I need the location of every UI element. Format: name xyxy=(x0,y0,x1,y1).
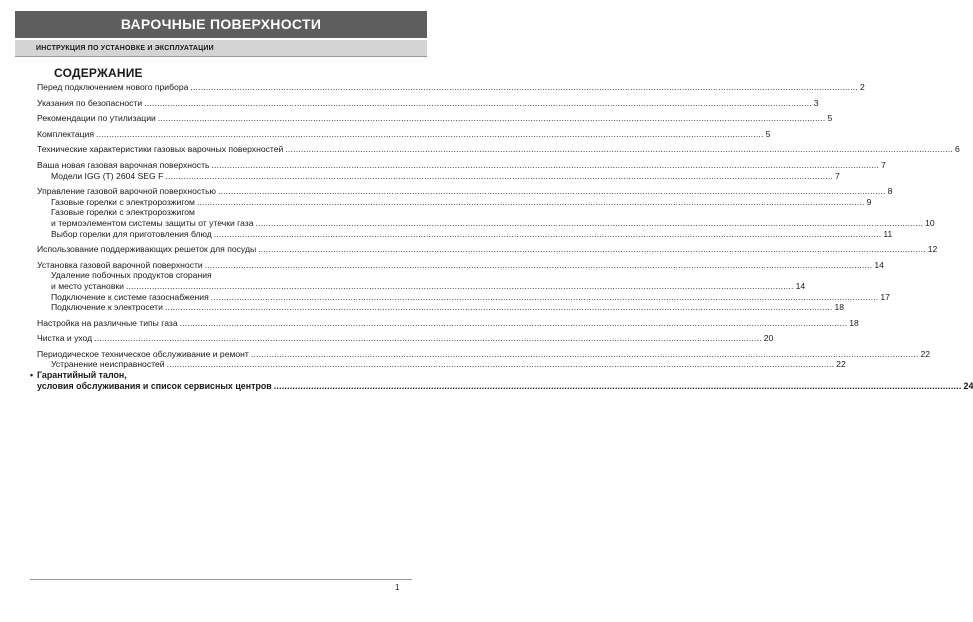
toc-entry-page: 10 xyxy=(925,217,935,228)
toc-leader-dots: .................................................................................................................................................................................................................................................................. xyxy=(125,280,794,291)
toc-subentry[interactable] xyxy=(37,217,935,229)
toc-entry[interactable] xyxy=(37,348,931,360)
toc-entry-page: 5 xyxy=(827,113,833,124)
toc-entry-text: условия обслуживания и список сервисных центров xyxy=(37,380,272,391)
toc-entry-page: 22 xyxy=(920,348,931,359)
toc-entry-page: 11 xyxy=(883,228,893,239)
toc-entry-page: 9 xyxy=(866,196,872,207)
toc-leader-dots: .................................................................................................................................................................................................................................................................. xyxy=(157,113,826,124)
toc-entry-page: 22 xyxy=(836,359,846,370)
toc-entry-page: 18 xyxy=(834,302,845,313)
toc-entry-page: 6 xyxy=(954,144,960,155)
toc-entry-warranty[interactable] xyxy=(30,370,398,381)
toc-entry-text: Подключение к электросети xyxy=(51,302,163,313)
toc-entry-text: Удаление побочных продуктов сгорания xyxy=(51,270,212,281)
toc-entry[interactable] xyxy=(37,333,774,344)
toc-leader-dots: .................................................................................................................................................................................................................................................................. xyxy=(255,217,924,228)
toc-entry[interactable] xyxy=(37,144,960,155)
toc-entry-page: 14 xyxy=(795,280,806,291)
toc-leader-dots: .................................................................................................................................................................................................................................................................. xyxy=(213,228,882,239)
toc-entry-text: Перед подключением нового прибора xyxy=(37,82,189,92)
toc-entry[interactable] xyxy=(37,113,833,124)
toc-leader-dots: .................................................................................................................................................................................................................................................................. xyxy=(218,186,886,197)
toc-entry-text: Комплектация xyxy=(37,128,94,139)
toc-leader-dots: .................................................................................................................................................................................................................................................................. xyxy=(190,82,858,92)
toc-subentry[interactable] xyxy=(37,291,890,303)
toc-entry-text: Технические характеристики газовых варочных поверхностей xyxy=(37,144,284,155)
toc-leader-dots: .................................................................................................................................................................................................................................................................. xyxy=(164,302,833,313)
toc-title: СОДЕРЖАНИЕ xyxy=(54,66,143,80)
toc-leader-dots: .................................................................................................................................................................................................................................................................. xyxy=(94,333,762,344)
toc-entry-text: Газовые горелки с электророзжигом xyxy=(51,196,195,207)
toc-entry-page: 2 xyxy=(859,82,865,92)
toc-entry-text: Подключение к системе газоснабжения xyxy=(51,291,209,302)
toc-entry[interactable] xyxy=(37,128,771,140)
toc-entry-text: Настройка на различные типы газа xyxy=(37,317,178,328)
toc-entry-text: Чистка и уход xyxy=(37,333,93,344)
toc-entry-text: Управление газовой варочной поверхностью xyxy=(37,186,216,197)
toc-leader-dots: .................................................................................................................................................................................................................................................................. xyxy=(166,359,835,370)
toc-entry-page: 8 xyxy=(887,186,893,197)
toc-entry-page: 7 xyxy=(834,170,840,181)
toc-subentry[interactable] xyxy=(37,196,872,208)
toc-entry-warranty-cont[interactable] xyxy=(37,380,973,392)
toc-entry-page: 7 xyxy=(881,159,886,170)
toc-entry-text: Модели IGG (T) 2604 SEG F xyxy=(51,170,164,181)
toc-entry-page: 5 xyxy=(765,128,771,139)
footer-divider xyxy=(30,579,412,580)
page-number: 1 xyxy=(395,583,400,592)
toc-entry-text: и место установки xyxy=(51,280,124,291)
toc-entry[interactable] xyxy=(37,244,938,255)
toc-entry-page: 3 xyxy=(813,97,819,108)
toc-entry-page: 14 xyxy=(874,259,884,270)
toc-leader-dots: .................................................................................................................................................................................................................................................................. xyxy=(196,196,865,207)
toc-leader-dots: .................................................................................................................................................................................................................................................................. xyxy=(258,244,926,255)
toc-leader-dots: .................................................................................................................................................................................................................................................................. xyxy=(204,259,873,270)
toc-entry[interactable] xyxy=(37,82,865,93)
toc-subentry[interactable] xyxy=(37,270,398,281)
toc-entry-text: Использование поддерживающих решеток для посуды xyxy=(37,244,257,255)
toc-entry-page: 20 xyxy=(763,333,774,344)
toc-entry-text: Устранение неисправностей xyxy=(51,359,165,370)
toc-leader-dots: .................................................................................................................................................................................................................................................................. xyxy=(144,97,812,108)
toc-entry[interactable] xyxy=(37,259,884,271)
toc-entry-page: 12 xyxy=(927,244,938,255)
toc-subentry[interactable] xyxy=(37,359,846,370)
page-header-subtitle: ИНСТРУКЦИЯ ПО УСТАНОВКЕ И ЭКСПЛУАТАЦИИ xyxy=(15,40,427,57)
toc-entry-text: Установка газовой варочной поверхности xyxy=(37,259,203,270)
toc-entry-text: Периодическое техническое обслуживание и ремонт xyxy=(37,348,249,359)
toc-subentry[interactable] xyxy=(37,170,840,182)
toc-entry-text: Выбор горелки для приготовления блюд xyxy=(51,228,212,239)
toc-entry[interactable] xyxy=(37,159,886,171)
toc-leader-dots: .................................................................................................................................................................................................................................................................. xyxy=(273,380,962,391)
toc-leader-dots: .................................................................................................................................................................................................................................................................. xyxy=(179,317,848,328)
toc-subentry[interactable] xyxy=(37,228,893,240)
toc-leader-dots: .................................................................................................................................................................................................................................................................. xyxy=(285,144,953,155)
toc-entry[interactable] xyxy=(37,186,893,197)
toc-entry-text: Указания по безопасности xyxy=(37,97,143,108)
toc-subentry[interactable] xyxy=(37,302,845,313)
toc-entry-text: Гарантийный талон, xyxy=(37,370,127,381)
toc-entry[interactable] xyxy=(37,97,819,109)
toc-entry-text: Ваша новая газовая варочная поверхность xyxy=(37,159,210,170)
table-of-contents xyxy=(30,82,973,391)
page-header-title: ВАРОЧНЫЕ ПОВЕРХНОСТИ xyxy=(15,11,427,38)
toc-entry-page: 24 xyxy=(963,380,973,391)
toc-entry-text: Рекомендации по утилизации xyxy=(37,113,156,124)
toc-entry-text: и термоэлементом системы защиты от утечки газа xyxy=(51,217,254,228)
toc-subentry[interactable] xyxy=(37,207,398,218)
toc-entry[interactable] xyxy=(37,317,859,329)
bullet-icon: • xyxy=(30,370,34,381)
toc-leader-dots: .................................................................................................................................................................................................................................................................. xyxy=(96,128,764,139)
toc-entry-page: 17 xyxy=(880,291,890,302)
toc-leader-dots: .................................................................................................................................................................................................................................................................. xyxy=(250,348,919,359)
toc-leader-dots: .................................................................................................................................................................................................................................................................. xyxy=(210,291,879,302)
toc-entry-text: Газовые горелки с электророзжигом xyxy=(51,207,195,218)
toc-entry-page: 18 xyxy=(849,317,859,328)
toc-leader-dots: .................................................................................................................................................................................................................................................................. xyxy=(211,159,880,170)
toc-subentry[interactable] xyxy=(37,280,806,292)
toc-leader-dots: .................................................................................................................................................................................................................................................................. xyxy=(165,170,833,181)
